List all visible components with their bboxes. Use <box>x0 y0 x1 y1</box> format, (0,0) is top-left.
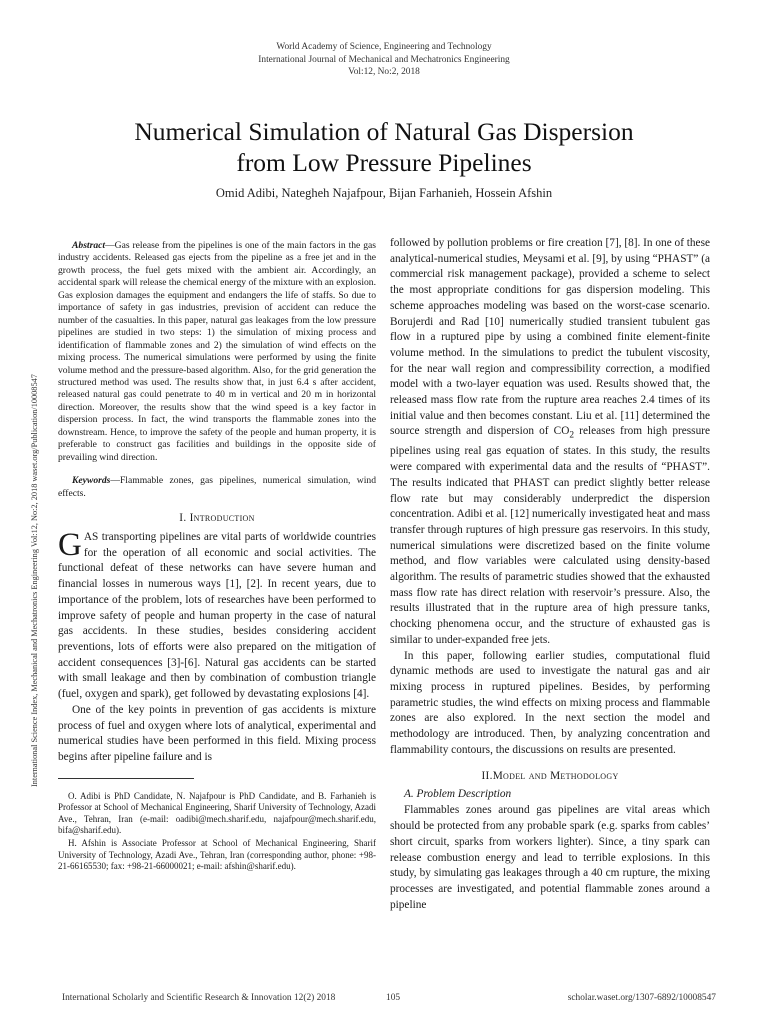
intro-paragraph-1: GAS transporting pipelines are vital parts of worldwide countries for the operation of all economic and social activities. The functional defeat of these networks can have severe human and financial losses in numerous ways [1], [2]. In recent years, due to importance of the problem, lots of researches have been performed to improve safety of people and human property in the case of natural gas accidents. In these studies, besides considering accident preventions, lots of efforts were also prepared on the mitigation of accident consequences [3]-[6]. Natural gas accidents can be started with small leakage and then by combination of combustion triangle (fuel, oxygen and spark), get followed by devastating explosions [4]. <box>58 527 376 701</box>
paper-outline-paragraph: In this paper, following earlier studies, computational fluid dynamic methods are used to investigate the natural gas and air mixing process in ruptured pipelines. Besides, by performing parametric studies, the wind effects on mixing process and flammable zones are also explored. In the next section the model and methodology are introduced. Then, by analyzing concentration and flammability contours, the discussions on results are presented. <box>390 649 710 756</box>
footnote-divider <box>58 778 194 779</box>
section-heading-model-methodology: II.Model and Methodology <box>481 770 619 783</box>
subsection-heading-problem-description: A. Problem Description <box>404 788 512 801</box>
keywords-text: —Flammable zones, gas pipelines, numerical simulation, wind effects. <box>58 475 376 499</box>
intro-paragraph-2: One of the key points in prevention of gas accidents is mixture process of fuel and oxygen where lots of analytical, experimental and numerical studies have been performed in this field. Mixing process begins after pipeline failure and is <box>58 703 376 763</box>
related-work-paragraph <box>390 236 710 649</box>
title-line-1: Numerical Simulation of Natural Gas Dispersion <box>134 117 634 146</box>
section-heading-introduction: I. Introduction <box>179 512 255 525</box>
footnote-affiliation-1: O. Adibi is PhD Candidate, N. Najafpour is PhD Candidate, and B. Farhanieh is Professor at School of Mechanical Engineering, Sharif University of Technology, Azadi Ave., Tehran, Iran (e-mail: oadibi@mech.sharif.edu, najafpour@mech.sharif.edu, bifa@sharif.edu). <box>58 790 376 836</box>
left-column <box>58 236 376 874</box>
abstract-label: Abstract <box>72 240 106 251</box>
keywords <box>58 475 376 500</box>
footer-page-number: 105 <box>386 993 401 1003</box>
related-work-text-a: followed by pollution problems or fire creation [7], [8]. In one of these analytical-numerical studies, Meysami et al. [9], by using “PHAST” (a commercial risk management package), provided a scheme to select the most appropriate conditions for gas dispersion modeling. This scheme approaches modeling was based on the worst-case scenario. Borujerdi and Rad [10] numerically studied transient tubulent gas flow in a ruptured pipe by using a combined finite element-finite volume method. In the simulations to predict the tubulent viscosity, for the near wall region and compressibility correction, a modified model with a two-layer equation was used. Results showed that, the released mass flow rate from the rupture area reaches 2.4 times of its initial value and then becomes constant. Liu et al. [11] determined the source strength and dispersion of CO <box>390 237 710 438</box>
header-line-2: International Journal of Mechanical and Mechatronics Engineering <box>258 54 510 65</box>
side-citation-text: International Science Index, Mechanical and Mechatronics Engineering Vol:12, No:2, 2018 waset.org/Publication/10008547 <box>30 374 39 787</box>
co2-subscript: 2 <box>569 430 575 441</box>
footer-publisher: International Scholarly and Scientific Research & Innovation 12(2) 2018 <box>62 993 336 1003</box>
title-line-2: from Low Pressure Pipelines <box>236 148 532 177</box>
footnote-affiliation-2: H. Afshin is Associate Professor at School of Mechanical Engineering, Sharif University of Technology, Azadi Ave., Tehran, Iran (corresponding author, phone: +98-21-66165530; fax: +98-21-66000021; e-mail: afshin@sharif.edu). <box>58 837 376 872</box>
author-list: Omid Adibi, Nategheh Najafpour, Bijan Farhanieh, Hossein Afshin <box>215 186 553 200</box>
journal-header <box>0 41 768 79</box>
abstract-text: —Gas release from the pipelines is one of the main factors in the gas industry accidents. Released gas ejects from the pipeline as a free jet and in the growth process, the fuel gets mixed with the ambient air. Accordingly, an accidental spark will release the chemical energy of the mixture with an explosion. Gas explosion damages the equipment and endangers the life of staffs. So due to importance of safety in gas industries, prevision of accident can reduce the number of the casualties. In this paper, natural gas leakages from the low pressure pipelines are studied in two steps: 1) the simulation of mixing process and identification of flammable zones and 2) the simulation of wind effects on the mixing process. The numerical simulations were performed by using the finite volume method and the pressure-based algorithm. Also, for the grid generation the structured method was used. The results show that, in just 6.4 s after accident, released natural gas could penetrate to 40 m in vertical and 20 m in horizontal direction. Moreover, the results show that the wind speed is a key factor in dispersion process. In fact, the wind transports the flammable zones into the downstream. Hence, to improve the safety of the people and human property, it is preferable to construct gas facilities and buildings in the opposite side of prevailing wind direction. <box>58 240 376 463</box>
right-column <box>390 236 710 913</box>
paper-title <box>40 116 728 178</box>
keywords-label: Keywords <box>72 475 111 487</box>
header-line-1: World Academy of Science, Engineering and Technology <box>276 42 492 52</box>
abstract <box>58 240 376 464</box>
problem-description-paragraph: Flammables zones around gas pipelines are vital areas which should be protected from any probable spark (e.g. sparks from cables’ short circuit, sparks from workers lighter). Since, a tiny spark can release combustion energy and lead to terrible explosions. In this study, by simulating gas leakages through a 40 cm rupture, the mixing processes are investigated, and potential flammable zones around a pipeline <box>390 804 710 911</box>
footer-url: scholar.waset.org/1307-6892/10008547 <box>567 993 716 1003</box>
header-line-3: Vol:12, No:2, 2018 <box>348 67 420 77</box>
related-work-text-b: releases from high pressure pipelines using real gas equation of states. In this study, the results were compared with experimental data and the results of “PHAST”. The results indicated that PHAST can predict slightly better release flow rate but may considerably underpredict the dispersion concentration. Adibi et al. [12] numerically investigated heat and mass transfer through ruptures of high pressure gas reservoirs. In this study, numerical simulations were discretized based on the finite volume method, and flow variables were calculated using density-based algorithm. The results of parametric studies showed that the exhausted mass flow rate has direct relation with reservoir’s pressure. Also, the results illustrated that in the rupture area of high pressure tanks, chocking phenomena occur, and the structure of exhausted gas is similar to under-expanded free jets. <box>390 425 710 646</box>
